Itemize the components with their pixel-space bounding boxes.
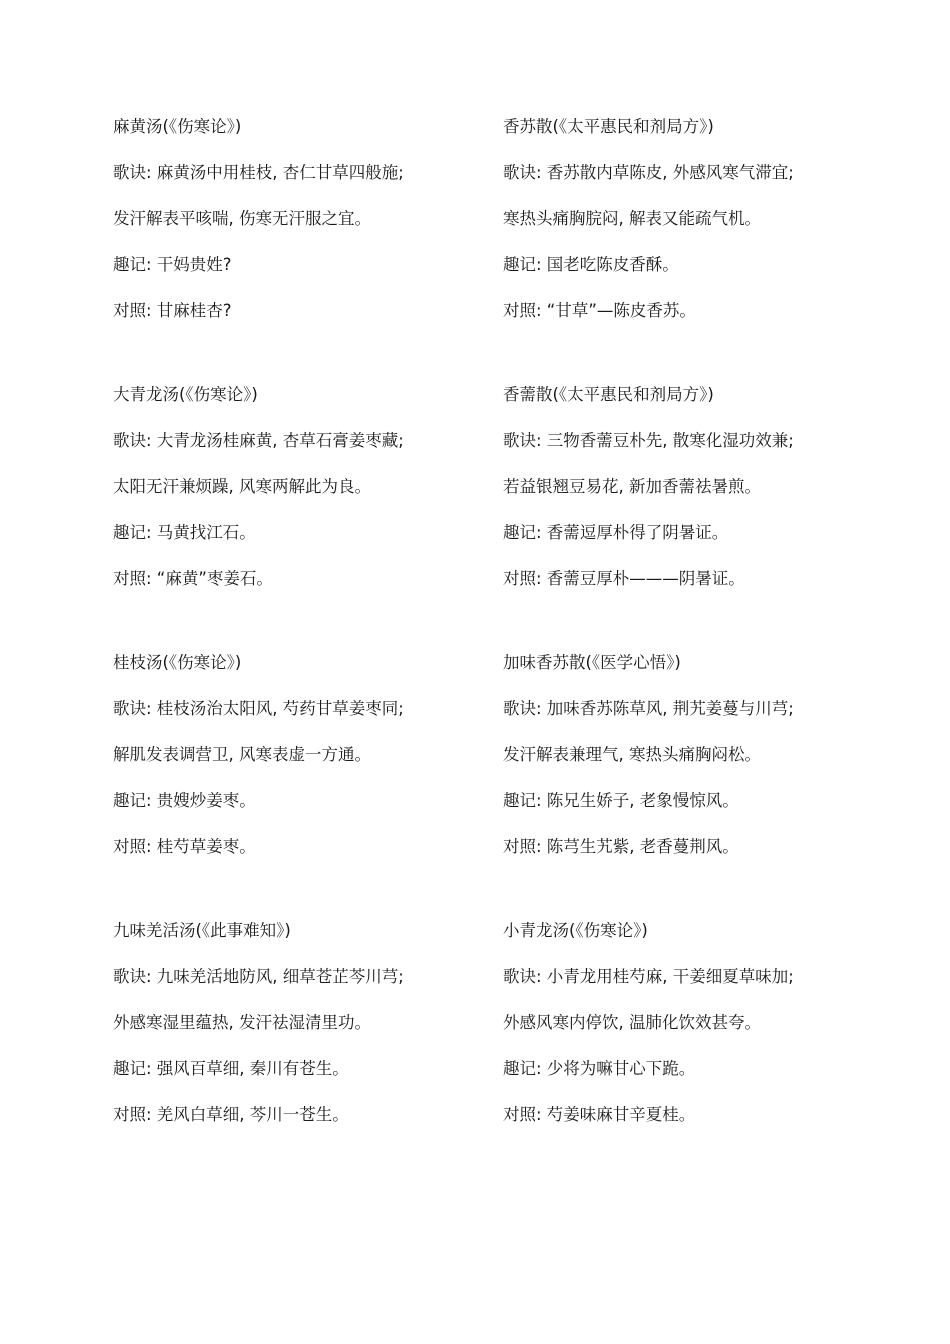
mnemonic-line: 趣记: 马黄找江石。 [113, 523, 256, 542]
formula-title: 九味羌活汤(《此事难知》) [113, 921, 291, 940]
verse-line-1: 歌诀: 桂枝汤治太阳风, 芍药甘草姜枣同; [113, 699, 404, 718]
formula-block-jiawei-xiangsu-san [503, 646, 893, 914]
formula-block-xiangsu-san [503, 110, 893, 378]
mnemonic-line: 趣记: 香薷逗厚朴得了阴暑证。 [503, 523, 729, 542]
formula-block-xiaoqinglong-tang [503, 914, 893, 1182]
verse-line-2: 发汗解表平咳喘, 伤寒无汗服之宜。 [113, 209, 371, 228]
verse-line-2: 若益银翘豆易花, 新加香薷祛暑煎。 [503, 477, 761, 496]
formula-block-mahuang-tang [113, 110, 503, 378]
formula-title: 加味香苏散(《医学心悟》) [503, 653, 681, 672]
mapping-line: 对照: 香薷豆厚朴———阴暑证。 [503, 569, 745, 588]
formula-title: 麻黄汤(《伤寒论》) [113, 117, 242, 136]
verse-line-2: 外感寒湿里蕴热, 发汗祛湿清里功。 [113, 1013, 371, 1032]
mapping-line: 对照: 芍姜味麻甘辛夏桂。 [503, 1105, 696, 1124]
mapping-line: 对照: “甘草”—陈皮香苏。 [503, 301, 696, 320]
formula-block-daqinglong-tang [113, 378, 503, 646]
mnemonic-line: 趣记: 贵嫂炒姜枣。 [113, 791, 256, 810]
mapping-line: 对照: 甘麻桂杏? [113, 301, 232, 320]
formula-block-jiuwei-qianghuo-tang [113, 914, 503, 1182]
verse-line-1: 歌诀: 三物香薷豆朴先, 散寒化湿功效兼; [503, 431, 794, 450]
verse-line-2: 太阳无汗兼烦躁, 风寒两解此为良。 [113, 477, 371, 496]
verse-line-1: 歌诀: 小青龙用桂芍麻, 干姜细夏草味加; [503, 967, 794, 986]
mnemonic-line: 趣记: 少将为嘛甘心下跪。 [503, 1059, 696, 1078]
mnemonic-line: 趣记: 国老吃陈皮香酥。 [503, 255, 679, 274]
formula-block-xiangru-san [503, 378, 893, 646]
verse-line-2: 寒热头痛胸脘闷, 解表又能疏气机。 [503, 209, 761, 228]
verse-line-1: 歌诀: 麻黄汤中用桂枝, 杏仁甘草四般施; [113, 163, 404, 182]
right-column [503, 110, 893, 1182]
left-column [113, 110, 503, 1182]
mapping-line: 对照: 桂芍草姜枣。 [113, 837, 256, 856]
verse-line-2: 解肌发表调营卫, 风寒表虚一方通。 [113, 745, 371, 764]
mnemonic-line: 趣记: 干妈贵姓? [113, 255, 232, 274]
verse-line-1: 歌诀: 加味香苏陈草风, 荆艽姜蔓与川芎; [503, 699, 794, 718]
formula-title: 香薷散(《太平惠民和剂局方》) [503, 385, 714, 404]
verse-line-1: 歌诀: 九味羌活地防风, 细草苍芷芩川芎; [113, 967, 404, 986]
mapping-line: 对照: 羌风白草细, 芩川一苍生。 [113, 1105, 349, 1124]
verse-line-1: 歌诀: 香苏散内草陈皮, 外感风寒气滞宜; [503, 163, 794, 182]
formula-title: 桂枝汤(《伤寒论》) [113, 653, 242, 672]
formula-title: 小青龙汤(《伤寒论》) [503, 921, 648, 940]
verse-line-1: 歌诀: 大青龙汤桂麻黄, 杏草石膏姜枣藏; [113, 431, 404, 450]
mnemonic-line: 趣记: 强风百草细, 秦川有苍生。 [113, 1059, 349, 1078]
formula-title: 大青龙汤(《伤寒论》) [113, 385, 258, 404]
mapping-line: 对照: 陈芎生艽紫, 老香蔓荆风。 [503, 837, 739, 856]
formula-title: 香苏散(《太平惠民和剂局方》) [503, 117, 714, 136]
mapping-line: 对照: “麻黄”枣姜石。 [113, 569, 273, 588]
formula-block-guizhi-tang [113, 646, 503, 914]
verse-line-2: 外感风寒内停饮, 温肺化饮效甚夸。 [503, 1013, 761, 1032]
verse-line-2: 发汗解表兼理气, 寒热头痛胸闷松。 [503, 745, 761, 764]
mnemonic-line: 趣记: 陈兄生娇子, 老象慢惊风。 [503, 791, 739, 810]
